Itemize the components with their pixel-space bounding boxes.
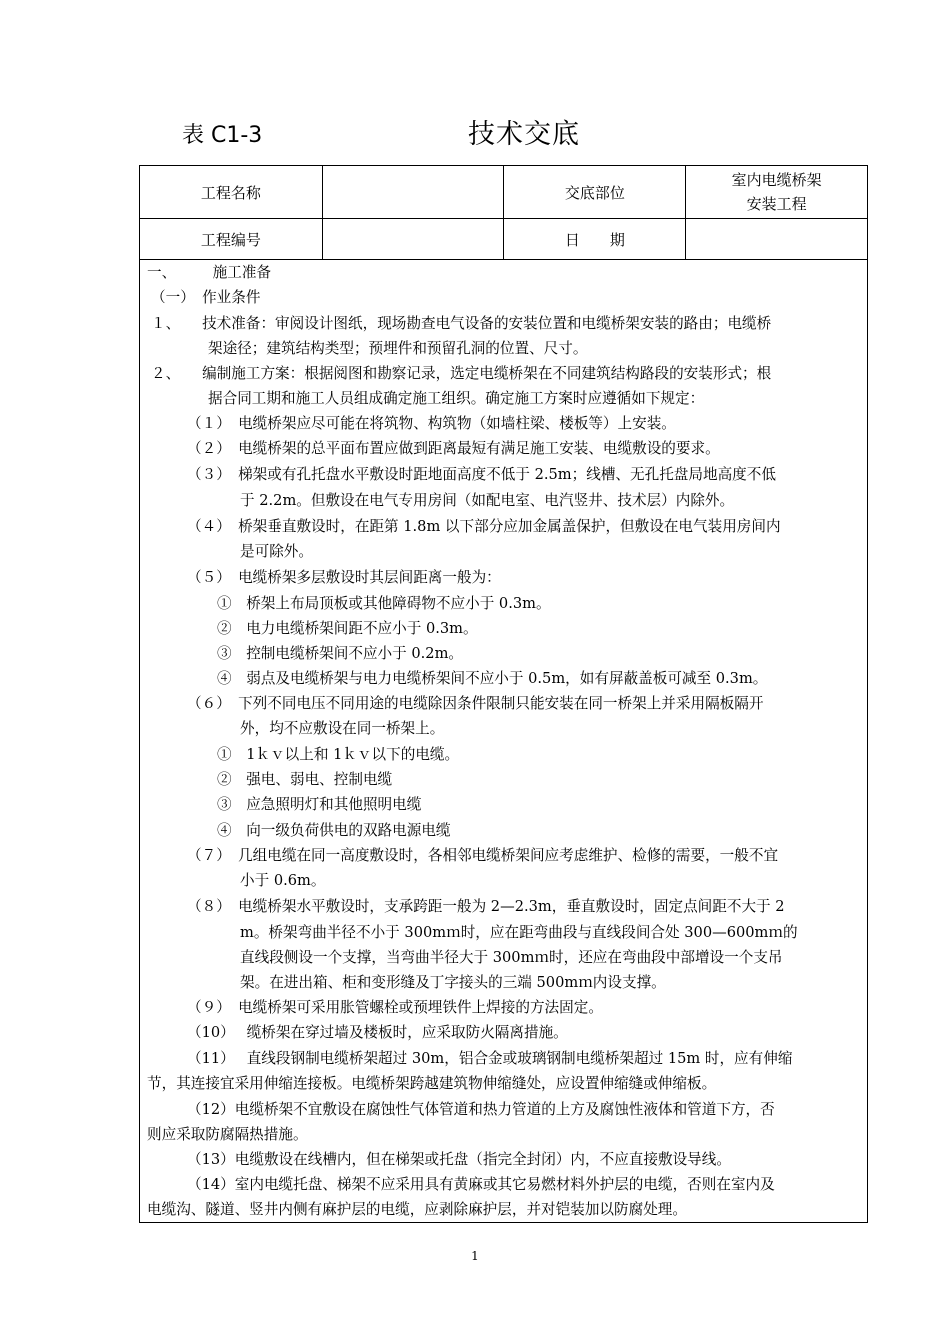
position-value-line1: 室内电缆桥架: [731, 171, 822, 189]
content-line: ③ 控制电缆桥架间不应小于 0.2m。: [217, 645, 464, 662]
content-line: （２） 电缆桥架的总平面布置应做到距离最短有满足施工安装、电缆敷设的要求。: [187, 440, 720, 457]
content-line: ２、 编制施工方案：根据阅图和勘察记录，选定电缆桥架在不同建筑结构路段的安装形式；根: [151, 365, 772, 382]
content-line: （13）电缆敷设在线槽内，但在梯架或托盘（指完全封闭）内，不应直接敷设导线。: [187, 1151, 731, 1168]
content-line: （12）电缆桥架不宜敷设在腐蚀性气体管道和热力管道的上方及腐蚀性液体和管道下方，否: [187, 1101, 775, 1118]
content-line: ② 强电、弱电、控制电缆: [217, 771, 393, 788]
content-line: 小于 0.6m。: [240, 872, 326, 889]
form-code: 表 C1-3: [182, 123, 263, 148]
content-line: ④ 弱点及电缆桥架与电力电缆桥架间不应小于 0.5m，如有屏蔽盖板可减至 0.3m。: [217, 670, 768, 687]
section-heading: 一、 施工准备: [147, 264, 272, 281]
content-line: 架途径；建筑结构类型；预埋件和预留孔洞的位置、尺寸。: [208, 340, 588, 357]
info-row-project-name: [140, 166, 868, 219]
content-line: （６） 下列不同电压不同用途的电缆除因条件限制只能安装在同一桥架上并采用隔板隔开: [187, 695, 764, 712]
content-line: 直线段侧设一个支撑，当弯曲半径大于 300mｍ时，还应在弯曲段中部增设一个支吊: [240, 949, 783, 966]
content-line: （９） 电缆桥架可采用胀管螺栓或预埋铁件上焊接的方法固定。: [187, 999, 603, 1016]
content-line: 电缆沟、隧道、竖井内侧有麻护层的电缆，应剥除麻护层，并对铠装加以防腐处理。: [147, 1201, 687, 1218]
content-line: （３） 梯架或有孔托盘水平敷设时距地面高度不低于 2.5m；线槽、无孔托盘局地高度不低: [187, 466, 776, 483]
content-line: （10） 缆桥架在穿过墙及楼板时，应采取防火隔离措施。: [187, 1024, 568, 1041]
content-line: （７） 几组电缆在同一高度敷设时，各相邻电缆桥架间应考虑维护、检修的需要，一般不宜: [187, 847, 779, 864]
content-line: （５） 电缆桥架多层敷设时其层间距离一般为：: [187, 569, 501, 586]
project-no-value: [322, 219, 504, 260]
content-box: [139, 258, 868, 1223]
content-line: ① 1ｋｖ以上和 1ｋｖ以下的电缆。: [217, 746, 460, 763]
document-title: 技术交底: [468, 119, 580, 150]
date-label: 日 期: [504, 219, 686, 260]
position-value: [686, 166, 868, 219]
content-line: （８） 电缆桥架水平敷设时，支承跨距一般为 2—2.3m，垂直敷设时，固定点间距不大于 2: [187, 898, 785, 915]
position-value-line2: 安装工程: [746, 195, 807, 213]
page-number: 1: [471, 1249, 479, 1263]
content-line: ③ 应急照明灯和其他照明电缆: [217, 796, 422, 813]
project-no-label: 工程编号: [140, 219, 323, 260]
content-line: 节，其连接宜采用伸缩连接板。电缆桥架跨越建筑物伸缩缝处，应设置伸缩缝或伸缩板。: [147, 1075, 717, 1092]
content-line: 则应采取防腐隔热措施。: [147, 1126, 308, 1143]
content-line: 是可除外。: [240, 543, 313, 560]
content-line: ② 电力电缆桥架间距不应小于 0.3m。: [217, 620, 478, 637]
content-line: （14）室内电缆托盘、梯架不应采用具有黄麻或其它易燃材料外护层的电缆，否则在室内及: [187, 1176, 775, 1193]
date-value: [686, 219, 868, 260]
position-label: 交底部位: [504, 166, 686, 219]
content-line: m。桥架弯曲半径不小于 300mｍ时，应在距弯曲段与直线段间合处 300—600mｍ的: [240, 924, 798, 941]
content-line: 架。在进出箱、柜和变形缝及丁字接头的三端 500mｍ内设支撑。: [240, 974, 666, 991]
content-line: ① 桥架上布局顶板或其他障碍物不应小于 0.3m。: [217, 595, 551, 612]
info-row-project-no: [140, 219, 868, 260]
content-line: （４） 桥架垂直敷设时，在距第 1.8m 以下部分应加金属盖保护，但敷设在电气装用房间内: [187, 518, 781, 535]
subsection-heading: （一） 作业条件: [151, 289, 261, 306]
project-name-value: [322, 166, 504, 219]
info-table: [139, 165, 868, 260]
content-line: 于 2.2m。但敷设在电气专用房间（如配电室、电汽竖井、技术层）内除外。: [240, 492, 735, 509]
content-line: ④ 向一级负荷供电的双路电源电缆: [217, 822, 451, 839]
project-name-label: 工程名称: [140, 166, 323, 219]
content-line: （１） 电缆桥架应尽可能在将筑物、构筑物（如墙柱梁、楼板等）上安装。: [187, 415, 676, 432]
content-line: １、 技术准备：审阅设计图纸，现场勘查电气设备的安装位置和电缆桥架安装的路由；电缆桥: [151, 315, 772, 332]
content-line: （11） 直线段钢制电缆桥架超过 30m，铝合金或玻璃钢制电缆桥架超过 15m 时，应有伸缩: [187, 1050, 793, 1067]
content-line: 据合同工期和施工人员组成确定施工组织。确定施工方案时应遵循如下规定：: [208, 390, 705, 407]
content-line: 外，均不应敷设在同一桥架上。: [240, 720, 445, 737]
